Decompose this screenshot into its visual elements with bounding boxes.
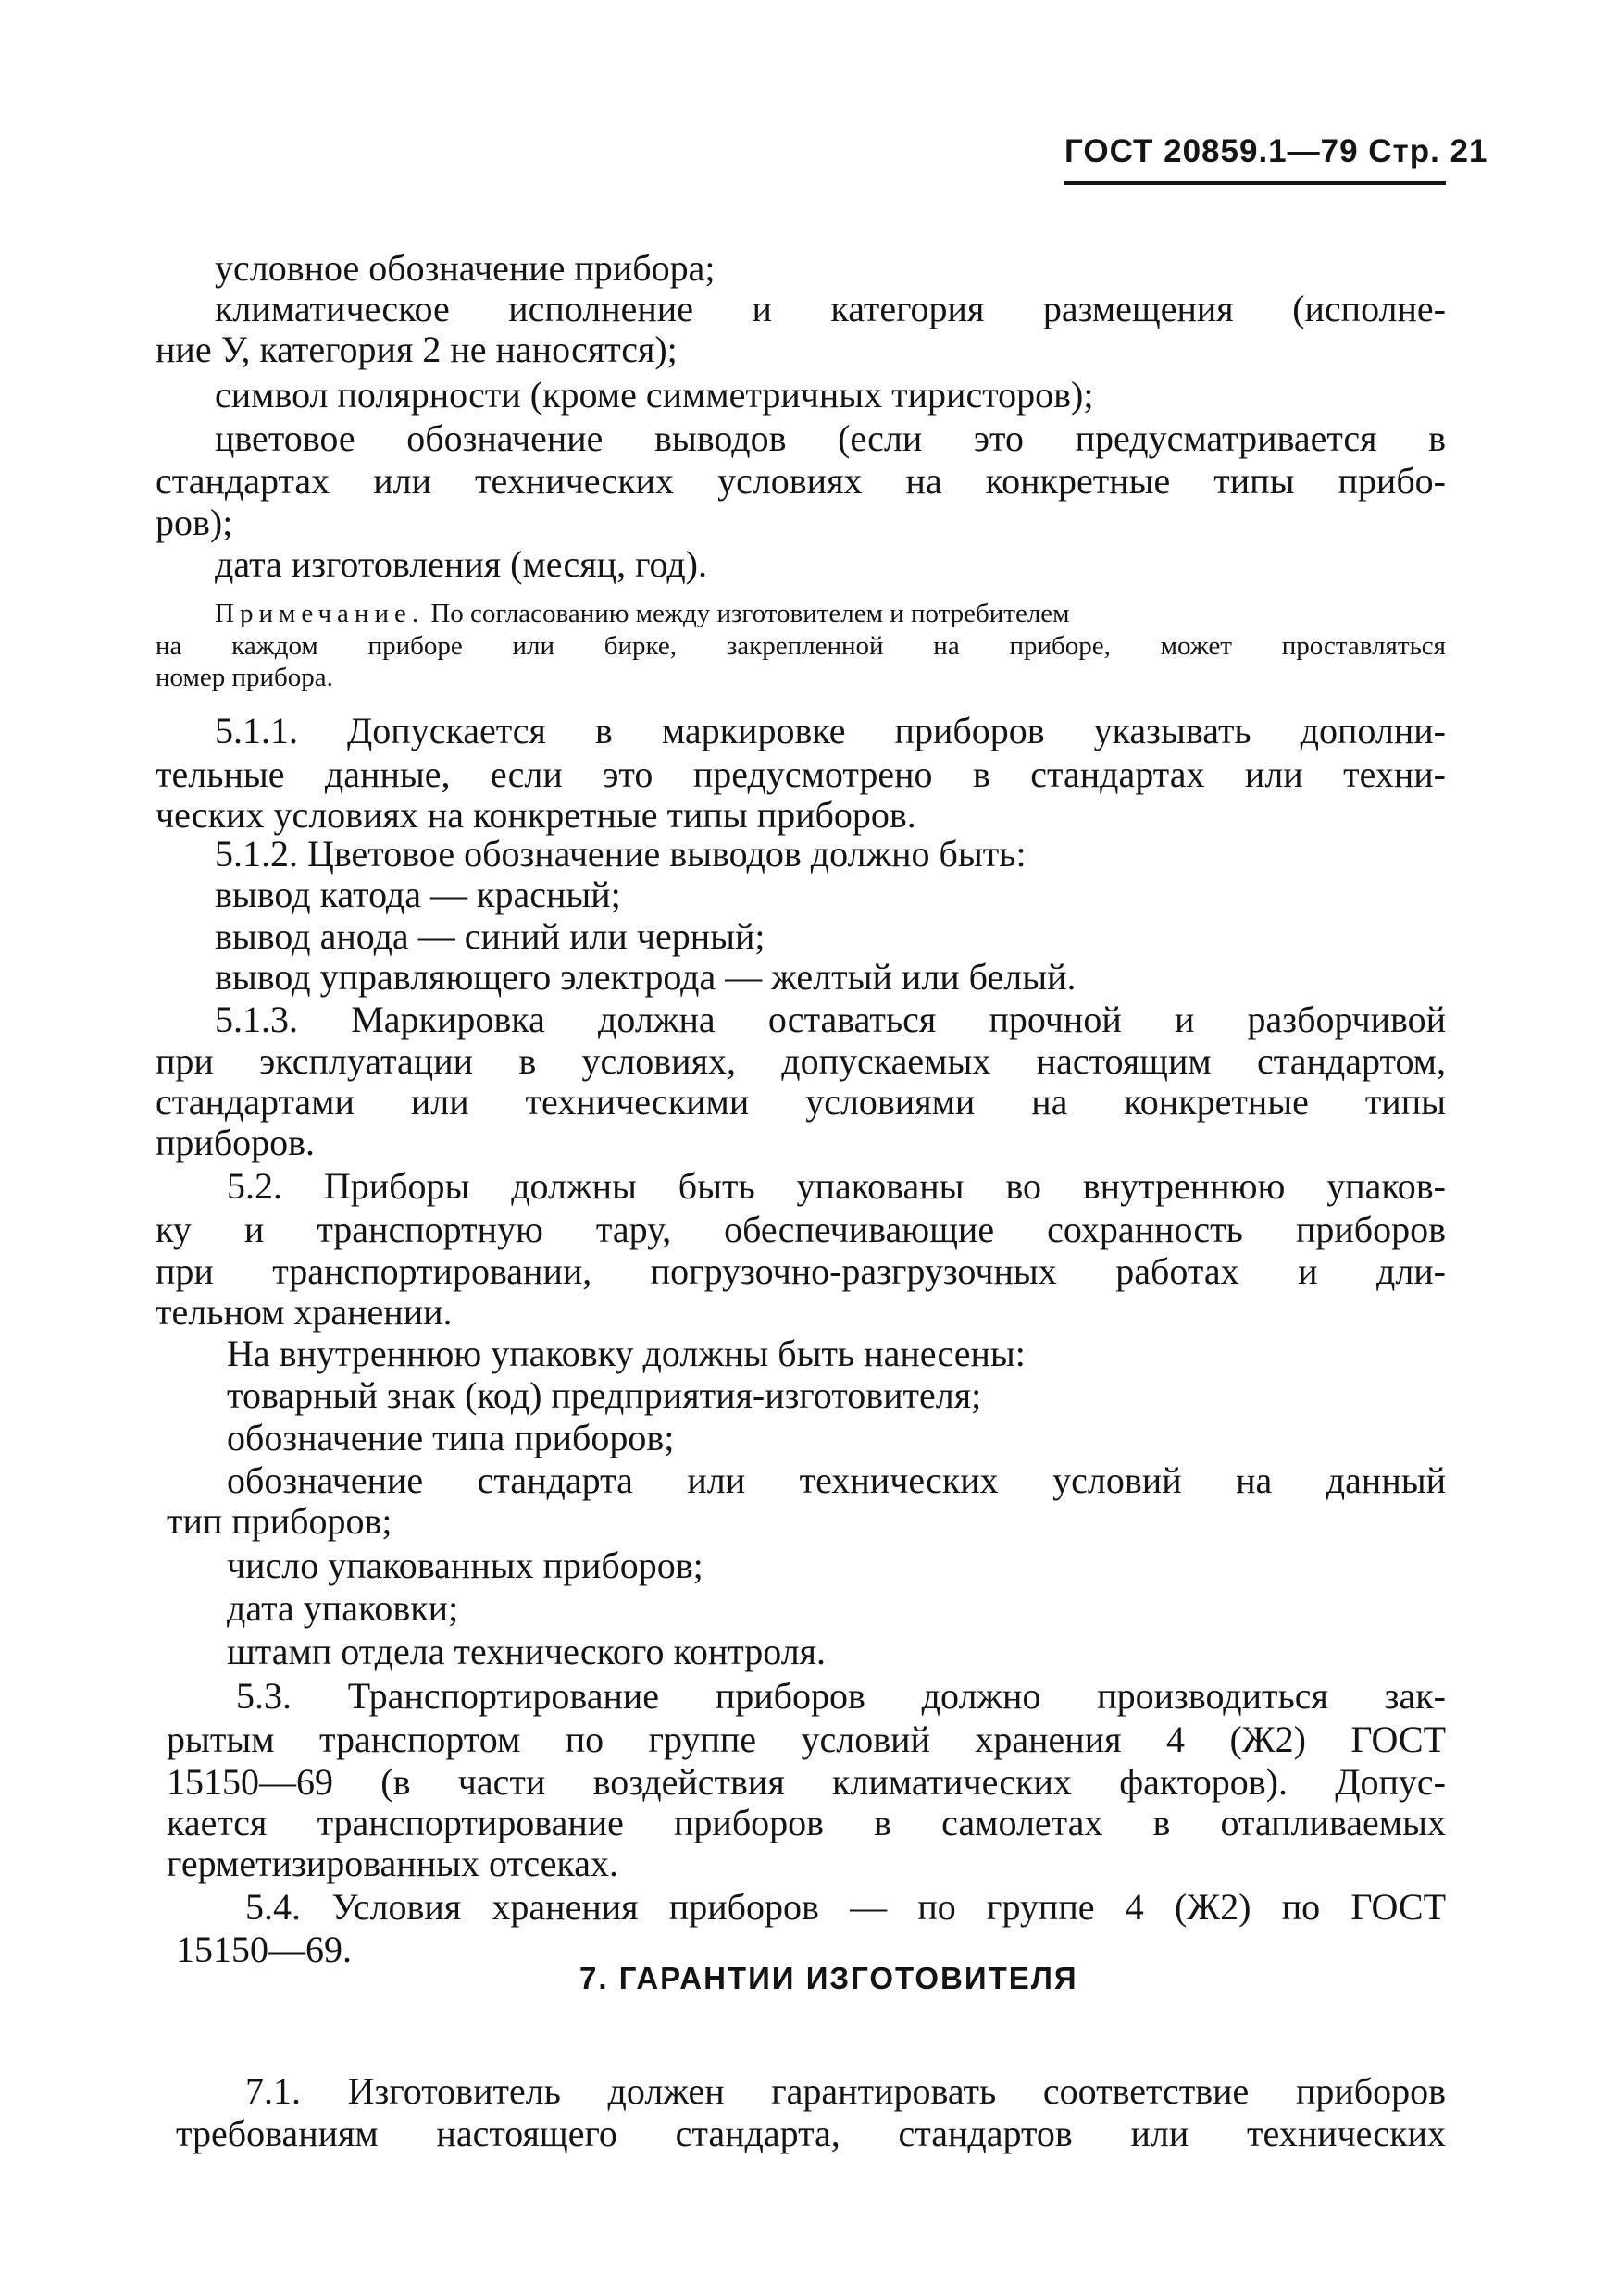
text-line: цветовое обозначение выводов (если это предусматривается в	[215, 417, 1446, 459]
text-line: обозначение стандарта или технических условий на данный	[227, 1459, 1446, 1501]
page-header: ГОСТ 20859.1—79 Стр. 21	[1064, 133, 1488, 169]
text-line: рытым транспортом по группе условий хранения 4 (Ж2) ГОСТ	[167, 1719, 1446, 1760]
text-line: 5.1.3. Маркировка должна оставаться прочной и разборчивой	[215, 999, 1446, 1040]
text-line: приборов.	[156, 1122, 316, 1163]
text-line: вывод катода — красный;	[215, 874, 621, 915]
text-line: 5.4. Условия хранения приборов — по группе 4 (Ж2) по ГОСТ	[245, 1886, 1446, 1928]
text-line: при транспортировании, погрузочно-разгрузочных работах и дли-	[156, 1250, 1446, 1292]
text-line: ров);	[156, 502, 233, 543]
note-label: Примечание.	[215, 599, 425, 628]
text-line: вывод управляющего электрода — желтый или белый.	[215, 956, 1077, 998]
note-text: По согласованию между изготовителем и потребителем	[430, 599, 1070, 628]
text-line: условное обозначение прибора;	[215, 247, 716, 289]
text-line: требованиям настоящего стандарта, стандартов или технических	[176, 2113, 1446, 2154]
text-line: дата изготовления (месяц, год).	[215, 543, 707, 585]
note-line	[215, 597, 1070, 630]
text-line: На внутреннюю упаковку должны быть нанесены:	[227, 1333, 1026, 1374]
text-line: ку и транспортную тару, обеспечивающие сохранность приборов	[156, 1209, 1446, 1250]
note-line: номер прибора.	[156, 663, 333, 692]
text-line: товарный знак (код) предприятия-изготовителя;	[227, 1374, 982, 1416]
text-line: обозначение типа приборов;	[227, 1417, 675, 1458]
text-line: 5.1.2. Цветовое обозначение выводов должно быть:	[215, 833, 1027, 875]
text-line: тельном хранении.	[156, 1291, 453, 1333]
text-line: 15150—69 (в части воздействия климатических факторов). Допус-	[167, 1761, 1446, 1803]
text-line: 5.2. Приборы должны быть упакованы во внутреннюю упаков-	[227, 1165, 1446, 1207]
text-line: кается транспортирование приборов в самолетах в отапливаемых	[167, 1802, 1446, 1843]
text-line: стандартах или технических условиях на конкретные типы прибо-	[156, 460, 1446, 502]
text-line: символ полярности (кроме симметричных тиристоров);	[215, 374, 1094, 416]
text-line: число упакованных приборов;	[227, 1545, 703, 1586]
text-line: стандартами или техническими условиями на конкретные типы	[156, 1081, 1446, 1123]
text-line: тельные данные, если это предусмотрено в стандартах или техни-	[156, 753, 1446, 795]
text-line: 5.3. Транспортирование приборов должно производиться зак-	[236, 1675, 1446, 1717]
note-line: на каждом приборе или бирке, закрепленной на приборе, может проставляться	[156, 631, 1446, 661]
text-line: дата упаковки;	[227, 1587, 459, 1629]
text-line: вывод анода — синий или черный;	[215, 915, 765, 957]
text-line: климатическое исполнение и категория размещения (исполне-	[215, 288, 1446, 329]
text-line: 7.1. Изготовитель должен гарантировать соответствие приборов	[245, 2070, 1446, 2112]
section-title: 7. ГАРАНТИИ ИЗГОТОВИТЕЛЯ	[579, 1961, 1078, 1995]
text-line: при эксплуатации в условиях, допускаемых настоящим стандартом,	[156, 1040, 1446, 1082]
text-line: ние У, категория 2 не наносятся);	[156, 329, 678, 370]
header-rule	[1064, 181, 1446, 185]
text-line: тип приборов;	[167, 1500, 392, 1542]
text-line: 15150—69.	[176, 1929, 352, 1970]
text-line: 5.1.1. Допускается в маркировке приборов указывать дополни-	[215, 710, 1446, 751]
text-line: ческих условиях на конкретные типы приборов.	[156, 794, 916, 836]
text-line: штамп отдела технического контроля.	[227, 1631, 827, 1672]
text-line: герметизированных отсеках.	[167, 1843, 619, 1884]
